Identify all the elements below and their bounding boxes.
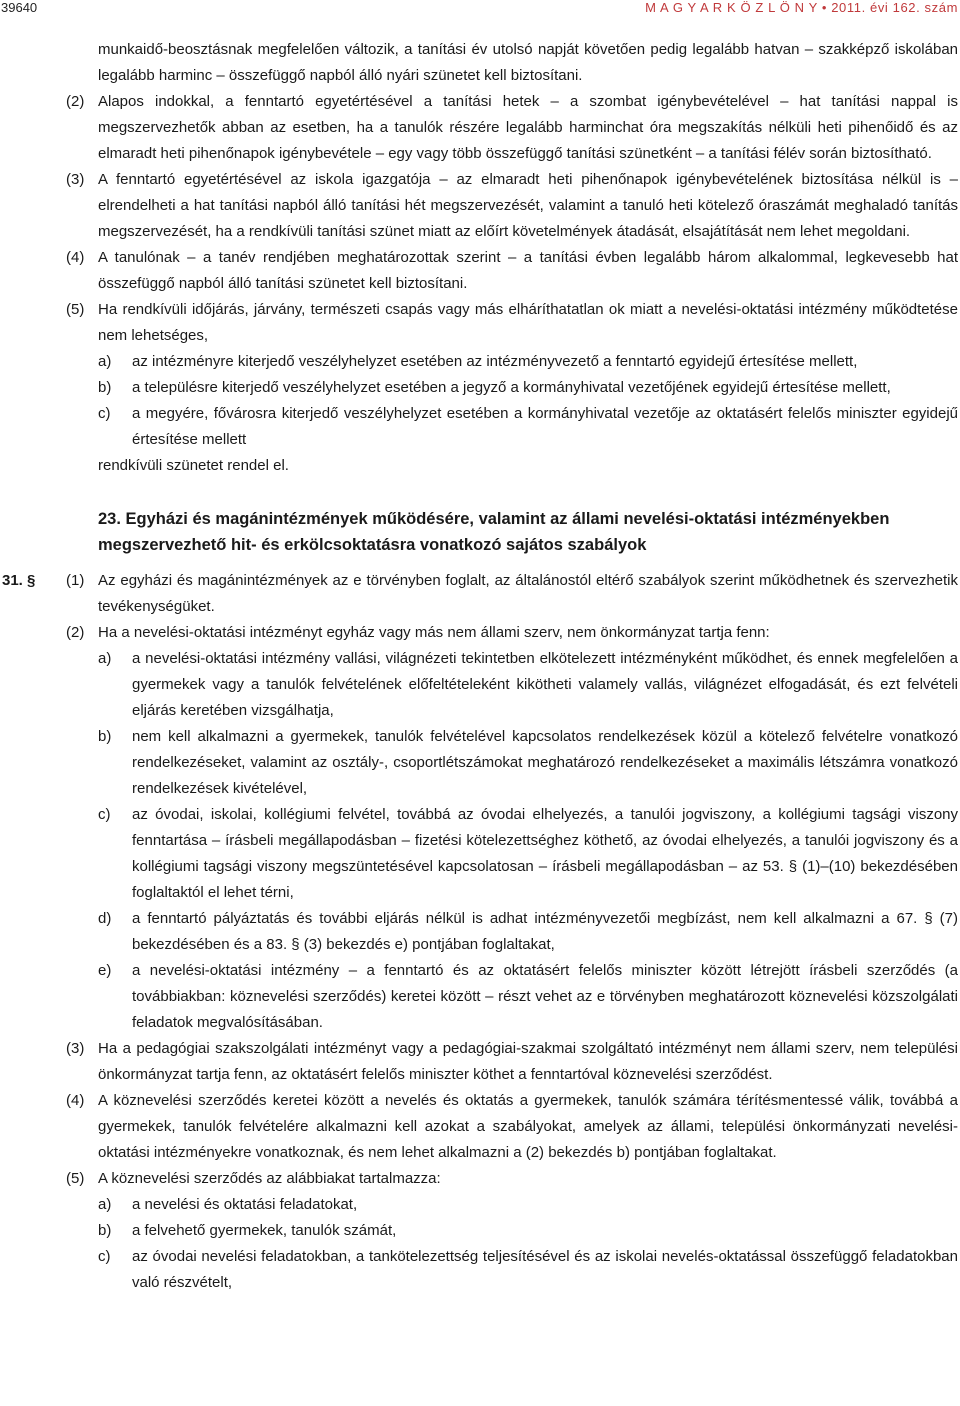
section-number: 31. § <box>2 572 36 589</box>
list-item <box>0 724 958 802</box>
list-item <box>0 401 958 453</box>
list-item-letter: e) <box>98 962 112 979</box>
list-item-letter: c) <box>98 806 111 823</box>
paragraph-continuation: munkaidő-beosztásnak megfelelően változik, a tanítási év utolsó napját követően pedig legalább hatvan – szakképző iskolában legalább harminc – összefüggő napból álló nyári szünetet kell biztosítani. <box>98 41 958 84</box>
list-item-text: az óvodai nevelési feladatokban, a tankötelezettség teljesítésével és az iskolai nevelés-oktatással összefüggő feladatokban való részvételt, <box>132 1248 958 1291</box>
list-item-text: a nevelési és oktatási feladatokat, <box>132 1196 358 1213</box>
list-item <box>0 375 958 401</box>
document-body <box>0 37 960 1296</box>
paragraph-3 <box>0 167 958 245</box>
list-item-letter: b) <box>98 379 112 396</box>
list-item <box>0 906 958 958</box>
list-item <box>0 1244 958 1296</box>
list-item <box>0 1192 958 1218</box>
paragraph-number: (3) <box>66 171 85 188</box>
list-item-letter: c) <box>98 1248 111 1265</box>
list-item <box>0 958 958 1036</box>
list-item <box>0 646 958 724</box>
paragraph-number: (1) <box>66 572 85 589</box>
paragraph-number: (5) <box>66 301 85 318</box>
list-item-text: az intézményre kiterjedő veszélyhelyzet esetében az intézményvezető a fenntartó egyidejű értesítése mellett, <box>132 353 858 370</box>
list-item-letter: b) <box>98 728 112 745</box>
section-heading: 23. Egyházi és magánintézmények működésére, valamint az állami nevelési-oktatási intézményekben megszervezhető hit- és erkölcsoktatásra vonatkozó sajátos szabályok <box>98 510 890 554</box>
list-item-letter: a) <box>98 1196 112 1213</box>
list-item-letter: c) <box>98 405 111 422</box>
list-item-text: nem kell alkalmazni a gyermekek, tanulók felvételével kapcsolatos rendelkezések közül a kötelező felvételre vonatkozó rendelkezéseket, valamint az osztály-, csoportlétszámokat meghatározó rendelkezéseket a maximális létszámra vonatkozó rendelkezések kivételével, <box>132 728 958 797</box>
section-31-paragraph-5 <box>0 1166 958 1192</box>
paragraph-number: (2) <box>66 93 85 110</box>
list-item-letter: b) <box>98 1222 112 1239</box>
list-item-text: a nevelési-oktatási intézmény – a fenntartó és az oktatásért felelős miniszter között létrejött írásbeli szerződés (a továbbiakban: köznevelési szerződés) keretei között – részt vehet az e törvényben meghatározott köznevelési közszolgálati feladatok megvalósításában. <box>132 962 958 1031</box>
section-31-paragraph-3 <box>0 1036 958 1088</box>
page-number: 39640 <box>1 0 38 15</box>
paragraph-number: (4) <box>66 1092 85 1109</box>
paragraph-text: Ha a nevelési-oktatási intézményt egyház vagy más nem állami szerv, nem önkormányzat tartja fenn: <box>98 624 770 641</box>
paragraph-number: (4) <box>66 249 85 266</box>
paragraph-2 <box>0 89 958 167</box>
paragraph-text: Ha a pedagógiai szakszolgálati intézményt vagy a pedagógiai-szakmai szolgáltató intézményt nem állami szerv, nem települési önkormányzat tartja fenn, az oktatásért felelős miniszter köthet a fenntartóval köznevelési szerződést. <box>98 1040 958 1083</box>
list-item-text: a megyére, fővárosra kiterjedő veszélyhelyzet esetében a kormányhivatal vezetője az oktatásért felelős miniszter egyidejű értesítése mellett <box>132 405 958 448</box>
list-item <box>0 349 958 375</box>
list-item <box>0 802 958 906</box>
paragraph-text: Az egyházi és magánintézmények az e törvényben foglalt, az általánostól eltérő szabályok szerint működhetnek és szervezhetik tevékenységüket. <box>98 572 958 615</box>
paragraph-5 <box>0 297 958 349</box>
list-item <box>0 1218 958 1244</box>
paragraph-number: (2) <box>66 624 85 641</box>
paragraph-tail: rendkívüli szünetet rendel el. <box>98 457 289 474</box>
list-item-text: a felvehető gyermekek, tanulók számát, <box>132 1222 397 1239</box>
paragraph-text: A tanulónak – a tanév rendjében meghatározottak szerint – a tanítási évben legalább három alkalommal, legkevesebb hat összefüggő napból álló tanítási szünetet kell biztosítani. <box>98 249 958 292</box>
list-item-letter: a) <box>98 353 112 370</box>
list-item-text: a fenntartó pályáztatás és további eljárás nélkül is adhat intézményvezetői megbízást, nem kell alkalmazni a 67. § (7) bekezdésében és a 83. § (3) bekezdés e) pontjában foglaltakat, <box>132 910 958 953</box>
paragraph-text: A köznevelési szerződés keretei között a nevelés és oktatás a gyermekek, tanulók számára térítésmentessé válik, továbbá a gyermekek, tanulók felvételére alkalmazni kell azokat a szabályokat, amelyek az állami, települési önkormányzati nevelési-oktatási intézményekre vonatkoznak, és nem lehet alkalmazni a (2) bekezdés b) pontjában foglaltakat. <box>98 1092 958 1161</box>
paragraph-text: A fenntartó egyetértésével az iskola igazgatója – az elmaradt heti pihenőnapok igénybevételének biztosítása nélkül is – elrendelheti a hat tanítási napból álló tanítási hét megszervezését, valamint a tanuló heti kötelező óraszámát meghaladó tanítás megszervezését, ha a rendkívüli tanítási szünet miatt az előírt követelmények átadását, elsajátítását nem lehet megoldani. <box>98 171 958 240</box>
section-31-paragraph-1 <box>0 568 958 620</box>
paragraph-text: A köznevelési szerződés az alábbiakat tartalmazza: <box>98 1170 441 1187</box>
paragraph-number: (3) <box>66 1040 85 1057</box>
list-item-text: a településre kiterjedő veszélyhelyzet esetében a jegyző a kormányhivatal vezetőjének egyidejű értesítése mellett, <box>132 379 891 396</box>
paragraph-text: Ha rendkívüli időjárás, járvány, természeti csapás vagy más elháríthatatlan ok miatt a nevelési-oktatási intézmény működtetése nem lehetséges, <box>98 301 958 344</box>
paragraph-text: Alapos indokkal, a fenntartó egyetértésével a tanítási hetek – a szombat igénybevételével – hat tanítási nappal is megszervezhetők abban az esetben, ha a tanulók részére legalább harminchat óra megszakítás nélküli heti pihenőidő és az elmaradt heti pihenőnapok igénybevétele – egy vagy több összefüggő tanítási szünetként – a tanítási félév során biztosítható. <box>98 93 958 162</box>
paragraph-4 <box>0 245 958 297</box>
list-item-text: az óvodai, iskolai, kollégiumi felvétel, továbbá az óvodai elhelyezés, a tanulói jogviszony, a kollégiumi tagsági viszony fenntartása – írásbeli megállapodásban – fizetési kötelezettséghez köthető, az óvodai elhelyezés, a tanulói jogviszony és a kollégiumi tagsági viszony megszüntetésével kapcsolatosan – írásbeli megállapodásban – az 53. § (1)–(10) bekezdésében foglaltaktól el lehet térni, <box>132 806 958 901</box>
list-item-text: a nevelési-oktatási intézmény vallási, világnézeti tekintetben elkötelezett intézményként működhet, és ennek megfelelően a gyermekek vagy a tanulók felvételének előfeltételeként kikötheti valamely vallás, világnézet elfogadását, és ezt felvételi eljárás keretében vizsgálhatja, <box>132 650 958 719</box>
list-item-letter: a) <box>98 650 112 667</box>
list-item-letter: d) <box>98 910 112 927</box>
paragraph-number: (5) <box>66 1170 85 1187</box>
section-31-paragraph-2 <box>0 620 958 646</box>
publication-header: M A G Y A R K Ö Z L Ö N Y • 2011. évi 162. szám <box>645 0 958 15</box>
section-31-paragraph-4 <box>0 1088 958 1166</box>
